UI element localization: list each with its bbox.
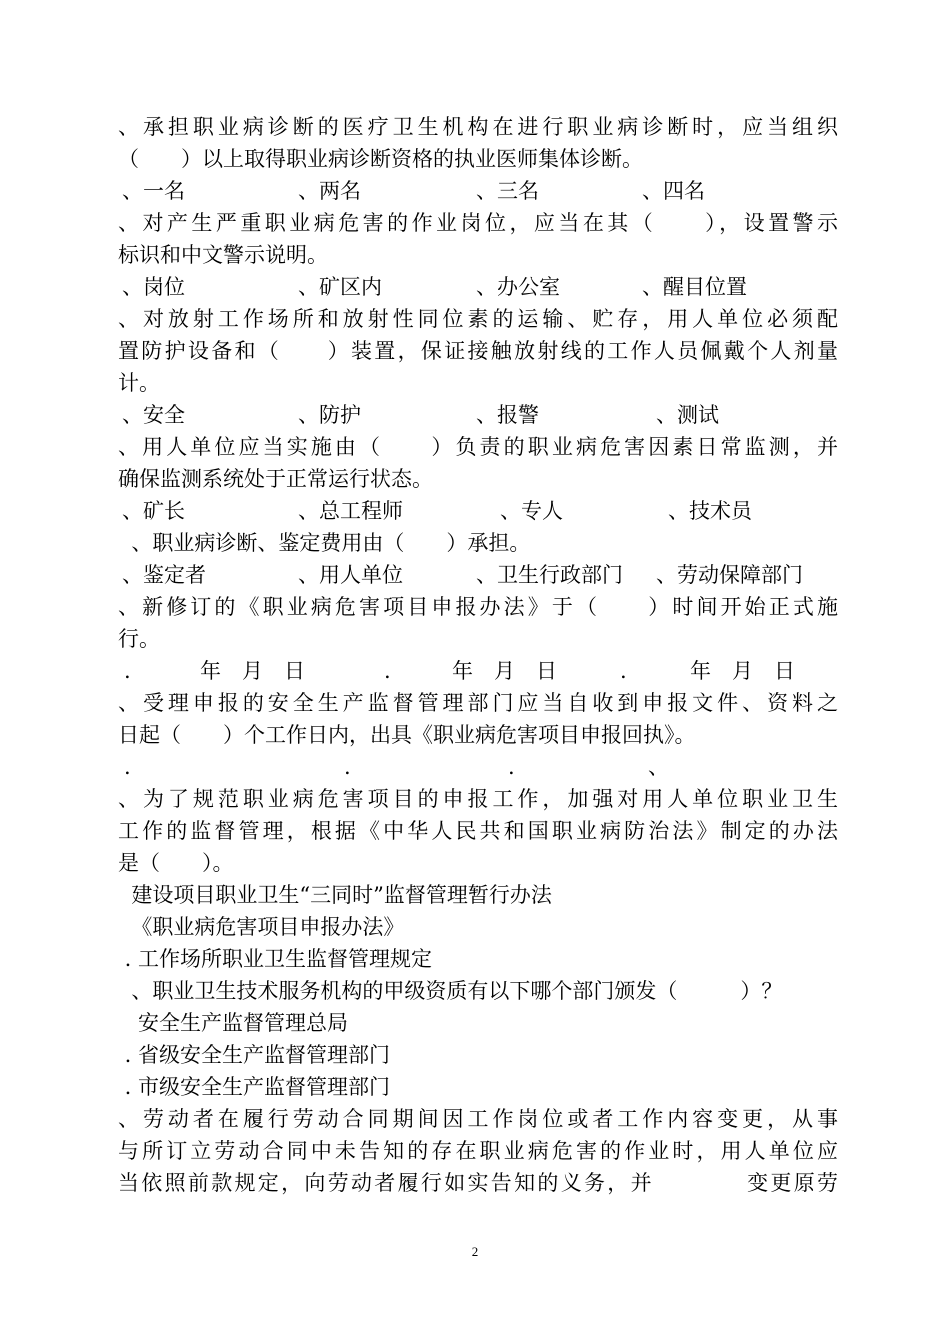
- text-line: （ ）以上取得职业病诊断资格的执业医师集体诊断。: [118, 147, 643, 171]
- answer-option: 、专人: [500, 499, 563, 523]
- text-line: 、对产生严重职业病危害的作业岗位，应当在其（ ），设置警示: [118, 211, 838, 235]
- answer-option: 、鉴定者: [122, 563, 206, 587]
- answer-option: 、矿长: [122, 499, 185, 523]
- page-number: 2: [471, 1244, 479, 1259]
- answer-option: 、一名: [122, 179, 185, 203]
- answer-option: 、安全: [122, 403, 185, 427]
- text-line: 、职业病诊断、鉴定费用由（ ）承担。: [118, 531, 531, 555]
- answer-option: 、劳动保障部门: [656, 563, 803, 587]
- text-line: 计。: [118, 371, 160, 395]
- text-line: 是（ ）。: [118, 851, 234, 875]
- answer-option: 、总工程师: [298, 499, 403, 523]
- answer-option: 、: [648, 755, 669, 779]
- text-line: 、承担职业病诊断的医疗卫生机构在进行职业病诊断时，应当组织: [118, 115, 838, 139]
- answer-option: 年 月 日: [452, 659, 557, 683]
- text-line: 、为了规范职业病危害项目的申报工作，加强对用人单位职业卫生: [118, 787, 838, 811]
- answer-option: 、测试: [656, 403, 719, 427]
- text-line: . 省级安全生产监督管理部门: [118, 1043, 391, 1067]
- answer-option: 、技术员: [668, 499, 752, 523]
- answer-option: .: [384, 659, 391, 683]
- answer-option: .: [124, 659, 131, 683]
- answer-option: .: [508, 755, 515, 779]
- answer-option: .: [620, 659, 627, 683]
- answer-option: 、办公室: [476, 275, 560, 299]
- text-line: 安全生产监督管理总局: [118, 1011, 349, 1035]
- text-line: 、新修订的《职业病危害项目申报办法》于（ ）时间开始正式施: [118, 595, 838, 619]
- text-line: 、对放射工作场所和放射性同位素的运输、贮存，用人单位必须配: [118, 307, 838, 331]
- text-line: 工作的监督管理，根据《中华人民共和国职业病防治法》制定的办法: [118, 819, 838, 843]
- text-line: 行。: [118, 627, 160, 651]
- answer-option: 、矿区内: [298, 275, 382, 299]
- text-line: 标识和中文警示说明。: [118, 243, 328, 267]
- answer-option: 、岗位: [122, 275, 185, 299]
- answer-option: 年 月 日: [690, 659, 795, 683]
- text-line: 《职业病危害项目申报办法》: [118, 915, 405, 939]
- answer-option: 、防护: [298, 403, 361, 427]
- text-line: . 市级安全生产监督管理部门: [118, 1075, 391, 1099]
- text-line: 日起（ ）个工作日内，出具《职业病危害项目申报回执》。: [118, 723, 696, 747]
- text-line: 、用人单位应当实施由（ ）负责的职业病危害因素日常监测，并: [118, 435, 838, 459]
- answer-option: 、报警: [476, 403, 539, 427]
- answer-option: 、三名: [476, 179, 539, 203]
- answer-option: .: [344, 755, 351, 779]
- text-line: 建设项目职业卫生“三同时”监督管理暂行办法: [118, 883, 552, 907]
- answer-option: 、四名: [642, 179, 705, 203]
- text-line: 、受理申报的安全生产监督管理部门应当自收到申报文件、资料之: [118, 691, 838, 715]
- text-line: 、劳动者在履行劳动合同期间因工作岗位或者工作内容变更，从事: [118, 1107, 838, 1131]
- answer-option: 、用人单位: [298, 563, 403, 587]
- text-line: 与所订立劳动合同中未告知的存在职业病危害的作业时，用人单位应: [118, 1139, 838, 1163]
- answer-option: 年 月 日: [200, 659, 305, 683]
- text-line: . 工作场所职业卫生监督管理规定: [118, 947, 433, 971]
- answer-option: 、两名: [298, 179, 361, 203]
- answer-option: 、醒目位置: [642, 275, 747, 299]
- text-line: 置防护设备和（ ）装置，保证接触放射线的工作人员佩戴个人剂量: [118, 339, 838, 363]
- text-line: 当依照前款规定，向劳动者履行如实告知的义务，并 变更原劳: [118, 1171, 838, 1195]
- text-line: 确保监测系统处于正常运行状态。: [118, 467, 433, 491]
- answer-option: .: [124, 755, 131, 779]
- answer-option: 、卫生行政部门: [476, 563, 623, 587]
- text-line: 、职业卫生技术服务机构的甲级资质有以下哪个部门颁发（ ）？: [118, 979, 783, 1003]
